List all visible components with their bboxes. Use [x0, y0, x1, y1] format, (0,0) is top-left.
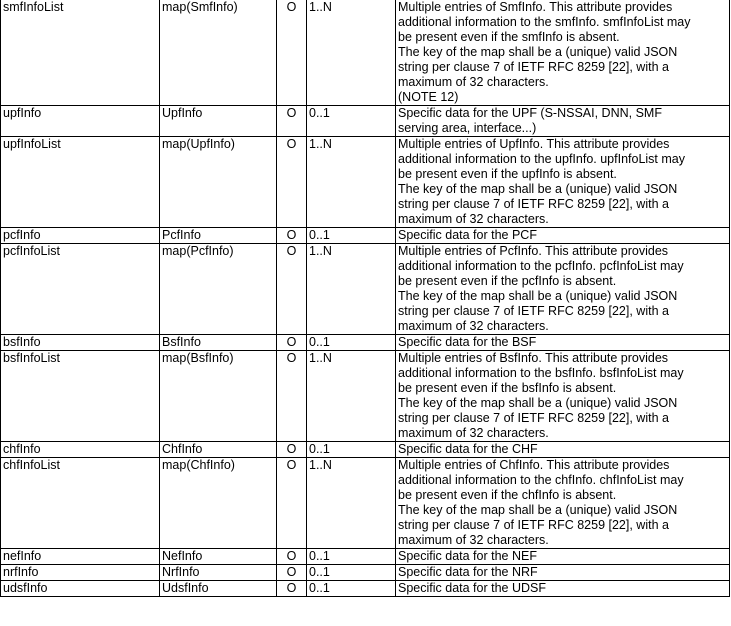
description-line: additional information to the smfInfo. smfInfoList may — [398, 15, 691, 29]
data-type-cell: NrfInfo — [160, 565, 277, 581]
data-type-cell: map(UpfInfo) — [160, 137, 277, 228]
attribute-name-cell: bsfInfoList — [1, 351, 160, 442]
attribute-name-cell: pcfInfo — [1, 228, 160, 244]
description-line: Specific data for the BSF — [398, 335, 537, 349]
description-line: serving area, interface...) — [398, 121, 537, 135]
cardinality-cell: 0..1 — [307, 565, 396, 581]
description-line: Specific data for the NRF — [398, 565, 538, 579]
description-line: maximum of 32 characters. — [398, 75, 549, 89]
data-type-cell: UpfInfo — [160, 106, 277, 137]
description-line: Multiple entries of BsfInfo. This attribute provides — [398, 351, 669, 365]
cardinality-cell: 0..1 — [307, 581, 396, 597]
presence-cell: O — [277, 549, 307, 565]
attribute-name-cell: pcfInfoList — [1, 244, 160, 335]
description-line: (NOTE 12) — [398, 90, 459, 104]
data-type-cell: map(BsfInfo) — [160, 351, 277, 442]
table-row — [1, 565, 730, 581]
presence-cell: O — [277, 565, 307, 581]
cardinality-cell: 0..1 — [307, 228, 396, 244]
description-cell — [396, 549, 730, 565]
data-type-cell: NefInfo — [160, 549, 277, 565]
description-line: additional information to the chfInfo. chfInfoList may — [398, 473, 684, 487]
table-row — [1, 549, 730, 565]
presence-cell: O — [277, 442, 307, 458]
description-cell — [396, 442, 730, 458]
description-line: maximum of 32 characters. — [398, 319, 549, 333]
presence-cell: O — [277, 0, 307, 106]
presence-cell: O — [277, 581, 307, 597]
attribute-name-cell: smfInfoList — [1, 0, 160, 106]
description-cell — [396, 228, 730, 244]
attribute-name-cell: chfInfoList — [1, 458, 160, 549]
data-type-cell: map(SmfInfo) — [160, 0, 277, 106]
description-line: string per clause 7 of IETF RFC 8259 [22], with a — [398, 518, 669, 532]
cardinality-cell: 1..N — [307, 137, 396, 228]
attribute-name-cell: upfInfo — [1, 106, 160, 137]
cardinality-cell: 1..N — [307, 458, 396, 549]
description-line: Specific data for the NEF — [398, 549, 537, 563]
cardinality-cell: 0..1 — [307, 442, 396, 458]
description-cell — [396, 458, 730, 549]
description-line: Specific data for the UPF (S-NSSAI, DNN, SMF — [398, 106, 662, 120]
description-line: be present even if the upfInfo is absent. — [398, 167, 617, 181]
description-line: The key of the map shall be a (unique) valid JSON — [398, 396, 678, 410]
description-line: string per clause 7 of IETF RFC 8259 [22], with a — [398, 411, 669, 425]
description-line: Specific data for the CHF — [398, 442, 538, 456]
presence-cell: O — [277, 244, 307, 335]
cardinality-cell: 1..N — [307, 0, 396, 106]
description-line: string per clause 7 of IETF RFC 8259 [22], with a — [398, 60, 669, 74]
description-line: string per clause 7 of IETF RFC 8259 [22], with a — [398, 304, 669, 318]
table-row — [1, 106, 730, 137]
description-line: Multiple entries of UpfInfo. This attribute provides — [398, 137, 670, 151]
table-row — [1, 228, 730, 244]
description-line: Multiple entries of PcfInfo. This attribute provides — [398, 244, 669, 258]
description-cell — [396, 244, 730, 335]
description-line: maximum of 32 characters. — [398, 533, 549, 547]
cardinality-cell: 0..1 — [307, 549, 396, 565]
data-type-cell: UdsfInfo — [160, 581, 277, 597]
table-row — [1, 244, 730, 335]
description-line: be present even if the chfInfo is absent. — [398, 488, 617, 502]
description-line: Multiple entries of ChfInfo. This attribute provides — [398, 458, 670, 472]
description-line: be present even if the bsfInfo is absent. — [398, 381, 617, 395]
attribute-name-cell: udsfInfo — [1, 581, 160, 597]
description-line: The key of the map shall be a (unique) valid JSON — [398, 45, 678, 59]
presence-cell: O — [277, 351, 307, 442]
attribute-name-cell: nrfInfo — [1, 565, 160, 581]
data-type-cell: map(PcfInfo) — [160, 244, 277, 335]
table-row — [1, 442, 730, 458]
description-cell — [396, 351, 730, 442]
description-line: The key of the map shall be a (unique) valid JSON — [398, 182, 678, 196]
description-line: be present even if the smfInfo is absent. — [398, 30, 620, 44]
data-type-cell: ChfInfo — [160, 442, 277, 458]
cardinality-cell: 0..1 — [307, 335, 396, 351]
data-type-cell: PcfInfo — [160, 228, 277, 244]
description-cell — [396, 581, 730, 597]
presence-cell: O — [277, 106, 307, 137]
description-line: string per clause 7 of IETF RFC 8259 [22], with a — [398, 197, 669, 211]
description-line: additional information to the bsfInfo. bsfInfoList may — [398, 366, 684, 380]
cardinality-cell: 0..1 — [307, 106, 396, 137]
description-line: maximum of 32 characters. — [398, 212, 549, 226]
description-line: The key of the map shall be a (unique) valid JSON — [398, 289, 678, 303]
description-line: Multiple entries of SmfInfo. This attribute provides — [398, 0, 673, 14]
description-line: be present even if the pcfInfo is absent. — [398, 274, 617, 288]
table-row — [1, 581, 730, 597]
attribute-name-cell: upfInfoList — [1, 137, 160, 228]
presence-cell: O — [277, 137, 307, 228]
attribute-name-cell: nefInfo — [1, 549, 160, 565]
description-cell — [396, 106, 730, 137]
description-cell — [396, 0, 730, 106]
attribute-name-cell: chfInfo — [1, 442, 160, 458]
cardinality-cell: 1..N — [307, 351, 396, 442]
description-line: Specific data for the UDSF — [398, 581, 546, 595]
table-row — [1, 351, 730, 442]
description-cell — [396, 137, 730, 228]
description-line: The key of the map shall be a (unique) valid JSON — [398, 503, 678, 517]
description-cell — [396, 565, 730, 581]
cardinality-cell: 1..N — [307, 244, 396, 335]
table-row — [1, 0, 730, 106]
description-line: additional information to the upfInfo. upfInfoList may — [398, 152, 685, 166]
table-row — [1, 137, 730, 228]
presence-cell: O — [277, 228, 307, 244]
table-row — [1, 458, 730, 549]
presence-cell: O — [277, 335, 307, 351]
attribute-name-cell: bsfInfo — [1, 335, 160, 351]
attribute-table-body — [1, 0, 730, 597]
data-type-cell: map(ChfInfo) — [160, 458, 277, 549]
data-type-cell: BsfInfo — [160, 335, 277, 351]
description-line: Specific data for the PCF — [398, 228, 537, 242]
presence-cell: O — [277, 458, 307, 549]
table-row — [1, 335, 730, 351]
description-cell — [396, 335, 730, 351]
description-line: additional information to the pcfInfo. pcfInfoList may — [398, 259, 684, 273]
description-line: maximum of 32 characters. — [398, 426, 549, 440]
